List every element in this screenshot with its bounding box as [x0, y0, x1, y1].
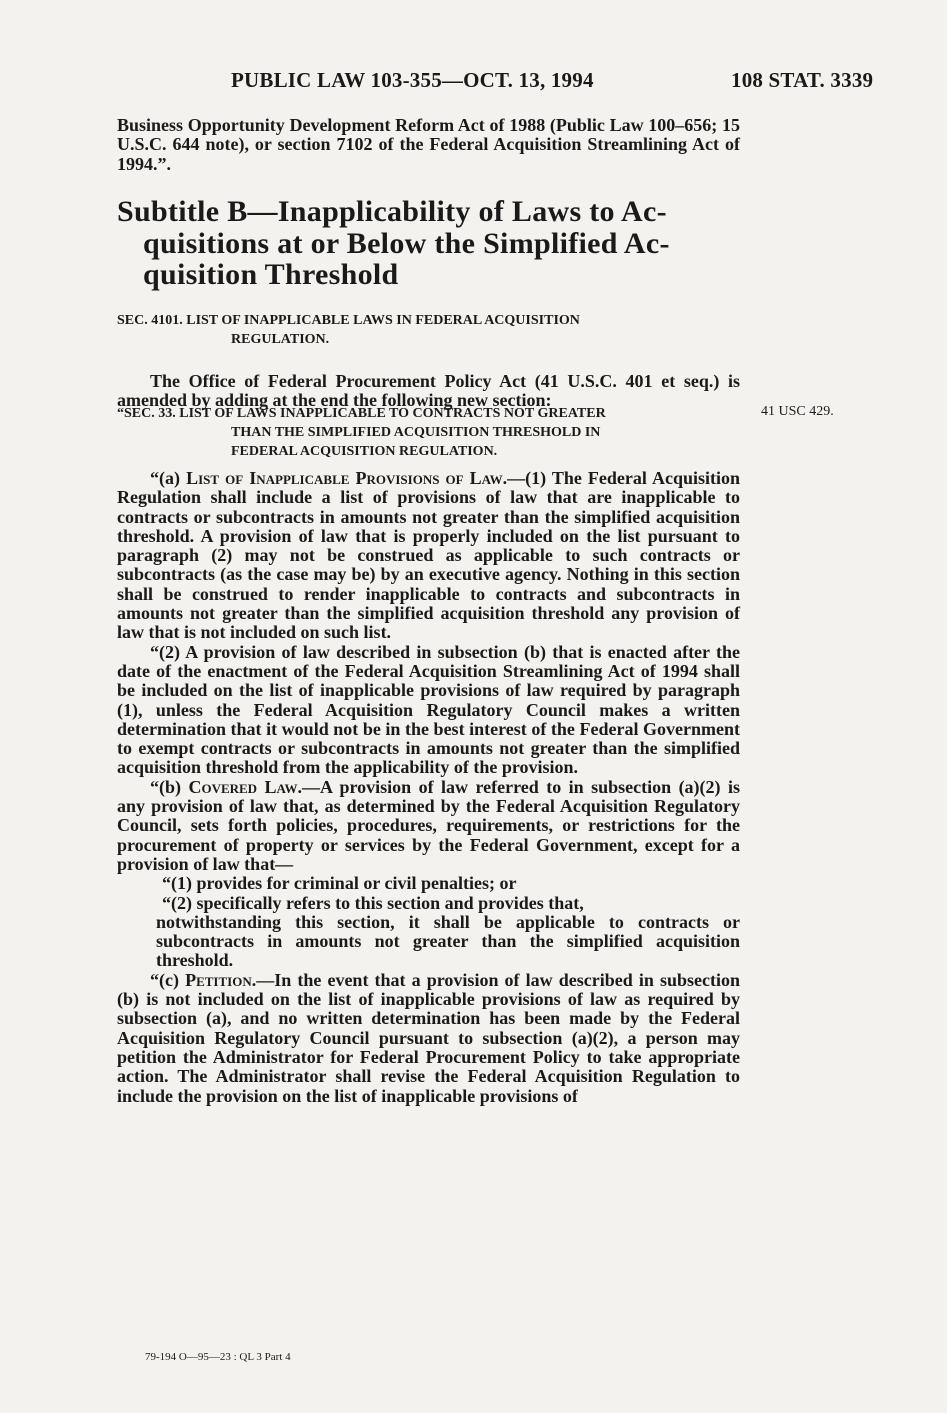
section-heading-line: SEC. 4101. LIST OF INAPPLICABLE LAWS IN FEDERAL ACQUISITION: [117, 313, 580, 328]
section-heading-line: REGULATION.: [231, 332, 330, 347]
list-item: [117, 874, 740, 893]
paragraph-text: .—In the event that a provision of law described in subsection (b) is not included on the list of inapplicable provisions of law as required by subsection (a), and no written determination has been made by the Federal Acquisition Regulatory Council pursuant to subsection (a)(2), a person may petition the Administrator for Federal Procurement Policy to take appropriate action. The Administrator shall revise the Federal Acquisition Regulation to include the provision on the list of inapplicable provisions of: [117, 969, 741, 1106]
running-header-title: PUBLIC LAW 103-355—OCT. 13, 1994: [231, 68, 594, 92]
paragraph-c: [117, 971, 740, 1106]
subtitle-line: quisition Threshold: [143, 258, 399, 291]
list-item: [117, 894, 740, 971]
subsection-heading: Petition: [185, 969, 252, 990]
paragraph-open: “(b): [150, 776, 189, 797]
section-33-body: [117, 469, 740, 1106]
paragraph-a2: “(2) A provision of law described in subsection (b) that is enacted after the date of the enactment of the Federal Acquisition Streamlining Act of 1994 shall be included on the list of inapplicable provisions of law required by paragraph (1), unless the Federal Acquisition Regulatory Council makes a written determination that it would not be in the best interest of the Federal Government to exempt contracts or subcontracts in amounts not greater than the simplified acquisition threshold from the applicability of the provision.: [117, 641, 740, 778]
paragraph-open: “(c): [150, 969, 186, 990]
subtitle-line: Subtitle B—Inapplicability of Laws to Ac-: [117, 195, 667, 228]
subsection-heading: List of Inapplicable Provisions of Law: [186, 468, 503, 488]
margin-citation: 41 USC 429.: [761, 404, 834, 419]
list-item-first-line: “(2) specifically refers to this section and provides that,: [162, 892, 584, 913]
subtitle-heading: [117, 196, 740, 291]
section-heading-line: “SEC. 33. LIST OF LAWS INAPPLICABLE TO CONTRACTS NOT GREATER: [117, 406, 606, 421]
section-heading-line: THAN THE SIMPLIFIED ACQUISITION THRESHOLD IN: [231, 425, 601, 440]
list-item-text: notwithstanding this section, it shall be applicable to contracts or subcontracts in amounts not greater than the simplified acquisition threshold.: [156, 911, 740, 971]
subtitle-line: quisitions at or Below the Simplified Ac-: [143, 226, 670, 260]
amendment-text: The Office of Federal Procurement Policy Act (41 U.S.C. 401 et seq.) is amended by adding at the end the following new section:: [117, 371, 740, 411]
section-4101-heading: [117, 311, 740, 349]
subsection-heading: Covered Law: [188, 776, 298, 797]
print-job-footer: 79-194 O—95—23 : QL 3 Part 4: [145, 1351, 291, 1363]
list-item-text: “(1) provides for criminal or civil penalties; or: [162, 873, 517, 894]
paragraph-b: [117, 778, 740, 874]
paragraph-text: .—A provision of law referred to in subsection (a)(2) is any provision of law that, as determined by the Federal Acquisition Regulatory Council, sets forth policies, procedures, requirements, or restrictions for the procurement of property or services by the Federal Government, except for a provision of law that—: [117, 776, 740, 874]
section-heading-line: FEDERAL ACQUISITION REGULATION.: [231, 444, 498, 459]
paragraph-open: “(a): [150, 468, 187, 488]
section-33-heading: [117, 404, 740, 461]
paragraph-text: .—(1) The Federal Acquisition Regulation shall include a list of provisions of law that are inapplicable to contracts or subcontracts in amounts not greater than the simplified acquisition threshold. A provision of law that is properly included on the list pursuant to paragraph (2) may not be construed as applicable to such contracts or subcontracts (as the case may be) by an executive agency. Nothing in this section shall be construed to render inapplicable to contracts and subcontracts in amounts not greater than the simplified acquisition threshold any provision of law that is not included on such list.: [117, 468, 740, 643]
intro-paragraph: Business Opportunity Development Reform Act of 1988 (Public Law 100–656; 15 U.S.C. 644 note), or section 7102 of the Federal Acquisition Streamlining Act of 1994.”.: [117, 115, 740, 174]
paragraph-a1: [117, 469, 740, 643]
running-header-stat: 108 STAT. 3339: [731, 68, 874, 92]
